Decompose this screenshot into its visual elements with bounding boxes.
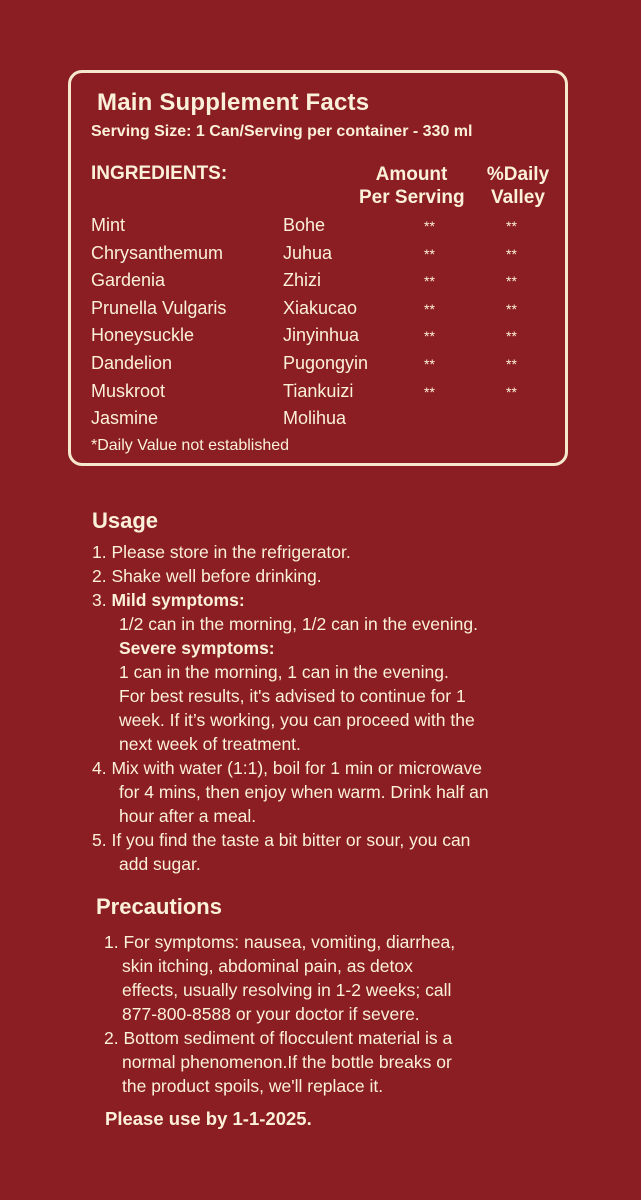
best-results-line-2: week. If it’s working, you can proceed with the [119,710,475,730]
usage-item-5: 5. If you find the taste a bit bitter or sour, you can [92,830,471,850]
daily-value-footnote: *Daily Value not established [91,437,290,454]
precaution-item-1: 1. For symptoms: nausea, vomiting, diarrhea, [104,932,456,952]
ingredient-name: Gardenia [91,270,166,291]
daily-header-line1: %Daily [486,164,550,185]
ingredient-pinyin: Molihua [283,408,347,429]
ingredient-amount: ** [424,383,435,400]
ingredient-list [91,215,551,436]
ingredient-pinyin: Xiakucao [283,297,358,318]
ingredient-daily: ** [506,300,517,317]
ingredient-pinyin: Zhizi [283,270,322,291]
ingredient-amount: ** [424,328,435,345]
usage-item-1: 1. Please store in the refrigerator. [92,542,351,562]
best-results-line-1: For best results, it's advised to continue for 1 [119,686,466,706]
best-results-line-3: next week of treatment. [119,734,301,754]
ingredient-pinyin: Jinyinhua [283,325,360,346]
ingredient-row [91,270,551,298]
amount-header-line1: Amount [375,164,448,185]
usage-title: Usage [92,508,159,533]
usage-item-3-number: 3. [92,590,112,610]
serving-size: Serving Size: 1 Can/Serving per container - 330 ml [91,123,473,140]
ingredient-daily: ** [506,245,517,262]
ingredient-amount: ** [424,245,435,262]
precaution-item-1-line-3: effects, usually resolving in 1-2 weeks; call [122,980,452,1000]
ingredient-pinyin: Tiankuizi [283,380,354,401]
ingredient-pinyin: Pugongyin [283,352,369,373]
ingredient-row [91,243,551,271]
ingredient-name: Muskroot [91,380,166,401]
usage-item-4-line-3: hour after a meal. [119,806,257,826]
ingredient-name: Dandelion [91,352,173,373]
ingredient-amount: ** [424,218,435,234]
amount-header-line2: Per Serving [359,187,465,208]
precaution-item-1-line-4: 877-800-8588 or your doctor if severe. [122,1004,420,1024]
ingredient-row [91,215,551,243]
usage-list [92,540,632,876]
precaution-item-2-line-2: normal phenomenon.If the bottle breaks or [122,1052,452,1072]
precaution-item-2-line-3: the product spoils, we'll replace it. [122,1076,384,1096]
ingredient-row [91,325,551,353]
ingredient-row [91,381,551,409]
usage-item-3 [92,588,632,612]
ingredient-pinyin: Juhua [283,242,333,263]
amount-header [359,163,464,209]
ingredient-amount: ** [424,355,435,372]
ingredient-row [91,298,551,326]
ingredient-daily: ** [506,383,517,400]
severe-symptoms-label: Severe symptoms: [119,638,275,658]
severe-symptoms-text: 1 can in the morning, 1 can in the evening. [119,662,449,682]
facts-title: Main Supplement Facts [97,89,370,116]
mild-symptoms-text: 1/2 can in the morning, 1/2 can in the evening. [119,614,478,634]
ingredient-name: Honeysuckle [91,325,195,346]
ingredient-pinyin: Bohe [283,215,326,235]
precaution-item-1-line-2: skin itching, abdominal pain, as detox [122,956,413,976]
ingredient-daily: ** [506,328,517,345]
precaution-item-2: 2. Bottom sediment of flocculent material is a [104,1028,453,1048]
ingredient-name: Jasmine [91,408,159,429]
ingredient-daily: ** [506,273,517,290]
usage-item-2: 2. Shake well before drinking. [92,566,322,586]
ingredient-amount: ** [424,273,435,290]
mild-symptoms-label: Mild symptoms: [111,590,245,610]
usage-item-4-line-2: for 4 mins, then enjoy when warm. Drink half an [119,782,489,802]
ingredient-name: Prunella Vulgaris [91,297,227,318]
supplement-facts-panel [68,70,568,466]
daily-value-header [473,163,563,209]
ingredient-daily: ** [506,355,517,372]
precautions-list [104,930,624,1098]
usage-item-4: 4. Mix with water (1:1), boil for 1 min or microwave [92,758,482,778]
ingredients-header: INGREDIENTS: [91,163,228,184]
use-by-date: Please use by 1-1-2025. [105,1108,312,1129]
ingredient-amount: ** [424,300,435,317]
precautions-title: Precautions [96,894,222,919]
ingredient-name: Chrysanthemum [91,242,224,263]
daily-header-line2: Valley [491,187,545,208]
ingredient-daily: ** [506,218,517,234]
ingredient-row [91,353,551,381]
ingredient-row [91,408,551,436]
ingredient-name: Mint [91,215,126,235]
usage-item-5-line-2: add sugar. [119,854,201,874]
